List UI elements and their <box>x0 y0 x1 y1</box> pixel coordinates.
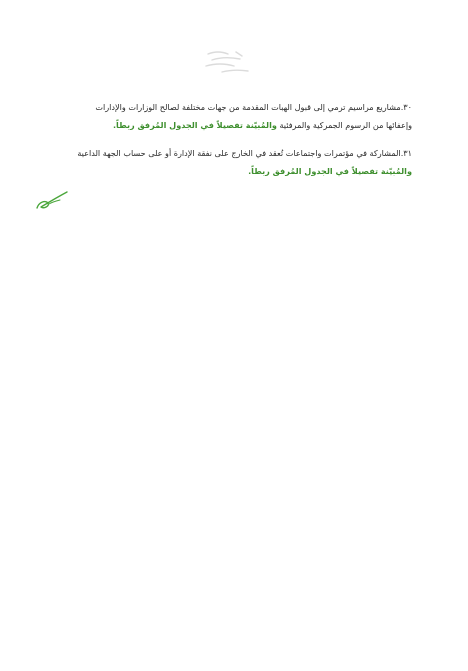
item-30-line-1: ٣٠.مشاريع مراسيم ترمي إلى قبول الهبات المقدمة من جهات مختلفة لصالح الوزارات والإدارات <box>95 102 412 112</box>
item-30-line-2-green-text: والمُبيّنة تفصيلاً في الجدول المُرفق ربطاً. <box>112 120 277 130</box>
signature-icon <box>34 188 70 212</box>
document-body <box>52 98 412 190</box>
item-31-line-2 <box>52 162 412 180</box>
header-emblem-icon <box>200 44 256 78</box>
item-30-line-2-text: وإعفائها من الرسوم الجمركية والمرفئية <box>279 120 412 130</box>
item-30-line-2 <box>52 116 412 134</box>
list-item <box>52 98 412 134</box>
item-31-line-2-green-text: والمُبيّنة تفصيلاً في الجدول المُرفق ربطاً. <box>248 166 412 176</box>
item-31-line-1: ٣١.المشاركة في مؤتمرات واجتماعات تُعقد في الخارج على نفقة الإدارة أو على حساب الجهة الداعية <box>77 148 412 158</box>
list-item <box>52 144 412 180</box>
